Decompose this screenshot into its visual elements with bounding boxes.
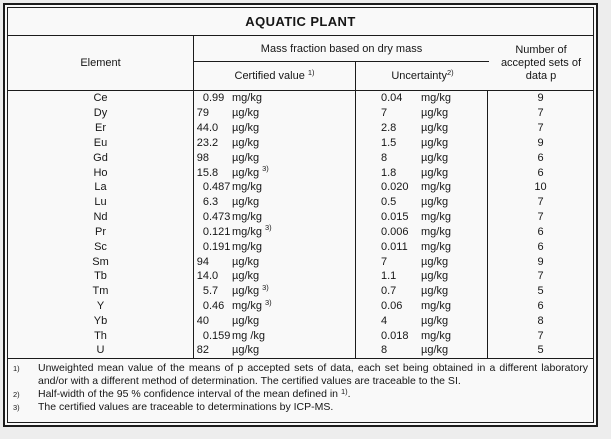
uncertainty-cell	[356, 269, 488, 284]
table-row	[8, 299, 593, 314]
table-header	[8, 36, 593, 91]
sets-count-cell: 9	[537, 255, 544, 268]
value-unit: mg /kg	[232, 329, 266, 342]
uncertainty-unit: µg/kg	[421, 122, 449, 135]
uncertainty-unit: µg/kg	[421, 344, 449, 357]
value-integer: 44	[196, 122, 209, 135]
value-integer: 40	[196, 314, 209, 327]
value-unit: µg/kg	[232, 314, 260, 327]
uncertainty-number: 0.006	[381, 225, 409, 238]
value-unit: µg/kg	[232, 196, 260, 209]
value-fraction: .121	[209, 225, 231, 238]
uncertainty-unit: µg/kg	[421, 166, 449, 179]
uncertainty-cell	[356, 165, 488, 180]
value-fraction: .8	[209, 166, 219, 179]
element-cell: Tm	[8, 284, 194, 299]
uncertainty-number: 0.04	[381, 92, 403, 105]
value-integer: 0	[202, 225, 209, 238]
certified-value-cell	[194, 135, 356, 150]
table-row	[8, 224, 593, 239]
uncertainty-number: 0.018	[381, 329, 409, 342]
element-cell: Tb	[8, 269, 194, 284]
uncertainty-cell	[356, 91, 488, 106]
value-integer: 0	[202, 92, 209, 105]
sets-count-cell: 7	[537, 270, 544, 283]
element-cell: Th	[8, 328, 194, 343]
uncertainty-cell	[356, 150, 488, 165]
element-cell: Lu	[8, 195, 194, 210]
footnote-ref-3: 3)	[264, 297, 272, 307]
footnote-text: Half-width of the 95 % confidence interval of the mean defined in	[38, 388, 341, 400]
value-unit: µg/kg	[232, 136, 260, 149]
footnote-text: The certified values are traceable to determinations by ICP-MS.	[38, 401, 334, 413]
certified-value-cell	[194, 121, 356, 136]
column-header-certified-value: Certified value 1)	[194, 62, 356, 90]
value-fraction: .159	[209, 329, 231, 342]
mass-fraction-header-group	[194, 36, 489, 90]
table-row	[8, 180, 593, 195]
table-row	[8, 165, 593, 180]
uncertainty-unit: mg/kg	[421, 300, 451, 312]
sets-count-cell: 6	[537, 151, 544, 164]
table-row	[8, 343, 593, 358]
value-fraction: .3	[209, 196, 219, 209]
value-fraction: .191	[209, 240, 231, 253]
value-integer: 14	[196, 270, 209, 283]
element-cell: Gd	[8, 150, 194, 165]
footnote-ref-inline: 1)	[340, 387, 348, 396]
column-header-accepted-sets: Number of accepted sets of data p	[500, 43, 582, 82]
value-unit: µg/kg	[232, 151, 260, 164]
element-cell: Yb	[8, 313, 194, 328]
table-frame	[3, 3, 598, 427]
table-row	[8, 150, 593, 165]
footnote-ref-3: 3)	[262, 282, 269, 292]
sets-count-cell: 6	[537, 240, 544, 253]
value-integer: 82	[196, 344, 209, 357]
value-unit: µg/kg	[232, 166, 260, 179]
column-header-uncertainty: Uncertainty 2)	[391, 67, 454, 82]
element-cell: Sc	[8, 239, 194, 254]
table-row	[8, 254, 593, 269]
value-fraction: .487	[209, 181, 231, 194]
uncertainty-unit: mg/kg	[421, 329, 451, 342]
uncertainty-unit: mg/kg	[421, 240, 451, 253]
certified-value-cell	[194, 106, 356, 121]
value-integer: 6	[202, 196, 209, 209]
uncertainty-number: 8	[381, 344, 388, 357]
footnote-marker: 1)	[13, 364, 20, 373]
footnote-ref-2: 2)	[446, 67, 454, 77]
value-fraction: .0	[209, 122, 219, 135]
uncertainty-cell	[356, 299, 488, 314]
sets-count-cell: 9	[537, 136, 544, 149]
uncertainty-cell	[356, 343, 488, 358]
certified-values-table	[7, 7, 594, 423]
element-cell: La	[8, 180, 194, 195]
certified-value-cell	[194, 343, 356, 358]
sets-count-cell: 7	[537, 329, 544, 342]
element-cell: Nd	[8, 210, 194, 225]
table-title: AQUATIC PLANT	[8, 8, 593, 36]
certified-value-cell	[194, 299, 356, 314]
sets-count-cell: 9	[537, 92, 544, 105]
element-cell: Sm	[8, 254, 194, 269]
uncertainty-cell	[356, 210, 488, 225]
sets-count-cell: 7	[537, 122, 544, 135]
sets-count-cell: 8	[537, 314, 544, 327]
table-row	[8, 284, 593, 299]
value-unit: µg/kg	[232, 122, 260, 135]
value-unit: µg/kg	[232, 255, 260, 268]
element-cell: Eu	[8, 135, 194, 150]
uncertainty-number: 0.7	[381, 285, 397, 298]
sets-count-cell: 5	[537, 344, 544, 357]
value-fraction: .7	[209, 285, 219, 298]
footnote-ref-3: 3)	[264, 223, 272, 233]
uncertainty-unit: µg/kg	[421, 285, 449, 298]
uncertainty-number: 0.015	[381, 211, 409, 224]
footnote-text: Unweighted mean value of the means of p accepted sets of data, each set being obtained in a different laboratory and/or with a different method of determination. The certified values are traceable to the SI.	[38, 362, 588, 387]
value-fraction: .473	[209, 211, 231, 224]
table-row	[8, 195, 593, 210]
uncertainty-unit: mg/kg	[421, 181, 451, 194]
certified-value-cell	[194, 180, 356, 195]
certified-value-cell	[194, 195, 356, 210]
footnote-marker: 2)	[13, 390, 20, 399]
value-fraction: .2	[209, 136, 219, 149]
value-integer: 23	[196, 136, 209, 149]
table-row	[8, 269, 593, 284]
certified-value-cell	[194, 91, 356, 106]
sets-count-cell: 6	[537, 225, 544, 238]
value-unit: mg/kg	[232, 300, 262, 312]
value-fraction: .99	[209, 92, 225, 105]
element-cell: U	[8, 343, 194, 358]
value-unit: mg/kg	[232, 225, 262, 238]
certified-value-cell	[194, 284, 356, 299]
footnote-ref-3: 3)	[262, 164, 269, 174]
uncertainty-unit: µg/kg	[421, 107, 449, 120]
table-row	[8, 121, 593, 136]
element-cell: Ce	[8, 91, 194, 106]
uncertainty-cell	[356, 195, 488, 210]
uncertainty-number: 8	[381, 151, 388, 164]
uncertainty-number: 1.5	[381, 136, 397, 149]
uncertainty-unit: mg/kg	[421, 225, 451, 238]
uncertainty-unit: µg/kg	[421, 196, 449, 209]
uncertainty-unit: mg/kg	[421, 211, 451, 224]
uncertainty-cell	[356, 135, 488, 150]
certified-value-cell	[194, 165, 356, 180]
certified-value-cell	[194, 224, 356, 239]
certified-value-cell	[194, 313, 356, 328]
table-row	[8, 313, 593, 328]
value-unit: mg/kg	[232, 92, 262, 105]
uncertainty-number: 4	[381, 314, 388, 327]
column-header-mass-fraction: Mass fraction based on dry mass	[194, 36, 489, 62]
table-row	[8, 328, 593, 343]
table-body	[8, 91, 593, 358]
table-row	[8, 239, 593, 254]
footnote	[8, 362, 593, 388]
sets-count-cell: 7	[537, 196, 544, 209]
value-integer: 0	[202, 300, 209, 312]
certified-value-cell	[194, 210, 356, 225]
uncertainty-cell	[356, 180, 488, 195]
value-integer: 0	[202, 240, 209, 253]
value-integer: 5	[202, 285, 209, 298]
uncertainty-number: 1.8	[381, 166, 397, 179]
uncertainty-number: 0.06	[381, 300, 403, 312]
uncertainty-unit: µg/kg	[421, 270, 449, 283]
value-unit: mg/kg	[232, 240, 262, 253]
certified-value-cell	[194, 269, 356, 284]
footnote	[8, 401, 593, 414]
uncertainty-cell	[356, 106, 488, 121]
uncertainty-number: 0.011	[381, 240, 408, 253]
uncertainty-number: 7	[381, 107, 388, 120]
element-cell: Y	[8, 299, 194, 314]
uncertainty-number: 0.020	[381, 181, 409, 194]
sets-count-cell: 10	[534, 181, 547, 194]
table-row	[8, 91, 593, 106]
certified-value-cell	[194, 328, 356, 343]
element-cell: Pr	[8, 224, 194, 239]
value-integer: 94	[196, 255, 209, 268]
uncertainty-number: 2.8	[381, 122, 397, 135]
sets-count-cell: 6	[537, 166, 544, 179]
uncertainty-cell	[356, 328, 488, 343]
uncertainty-number: 1.1	[381, 270, 397, 283]
certified-value-cell	[194, 150, 356, 165]
value-integer: 98	[196, 151, 209, 164]
column-header-element: Element	[8, 36, 194, 90]
footnotes-section	[8, 358, 593, 422]
value-integer: 0	[202, 211, 209, 224]
sets-count-cell: 7	[537, 107, 544, 120]
uncertainty-cell	[356, 121, 488, 136]
uncertainty-unit: µg/kg	[421, 136, 449, 149]
value-fraction: .46	[209, 300, 225, 312]
value-unit: µg/kg	[232, 285, 260, 298]
uncertainty-cell	[356, 313, 488, 328]
value-integer: 0	[202, 181, 209, 194]
value-unit: µg/kg	[232, 344, 260, 357]
sets-count-cell: 5	[537, 285, 544, 298]
footnote-marker: 3)	[13, 403, 20, 412]
value-fraction: .0	[209, 270, 219, 283]
footnote-ref-1: 1)	[307, 67, 315, 77]
uncertainty-number: 7	[381, 255, 388, 268]
value-integer: 0	[202, 329, 209, 342]
sets-count-cell: 6	[537, 300, 544, 312]
value-unit: µg/kg	[232, 107, 260, 120]
certified-value-cell	[194, 239, 356, 254]
table-row	[8, 135, 593, 150]
footnote	[8, 388, 593, 401]
value-integer: 15	[196, 166, 209, 179]
table-row	[8, 106, 593, 121]
uncertainty-number: 0.5	[381, 196, 397, 209]
value-unit: mg/kg	[232, 211, 262, 224]
value-unit: µg/kg	[232, 270, 260, 283]
uncertainty-unit: µg/kg	[421, 314, 449, 327]
uncertainty-unit: µg/kg	[421, 255, 449, 268]
element-cell: Er	[8, 121, 194, 136]
uncertainty-cell	[356, 224, 488, 239]
footnote-text: .	[347, 388, 351, 400]
value-integer: 79	[196, 107, 209, 120]
element-cell: Dy	[8, 106, 194, 121]
uncertainty-cell	[356, 254, 488, 269]
uncertainty-cell	[356, 284, 488, 299]
sets-count-cell: 7	[537, 211, 544, 224]
table-row	[8, 210, 593, 225]
element-cell: Ho	[8, 165, 194, 180]
uncertainty-cell	[356, 239, 488, 254]
uncertainty-unit: mg/kg	[421, 92, 451, 105]
certified-value-cell	[194, 254, 356, 269]
uncertainty-unit: µg/kg	[421, 151, 449, 164]
value-unit: mg/kg	[232, 181, 262, 194]
